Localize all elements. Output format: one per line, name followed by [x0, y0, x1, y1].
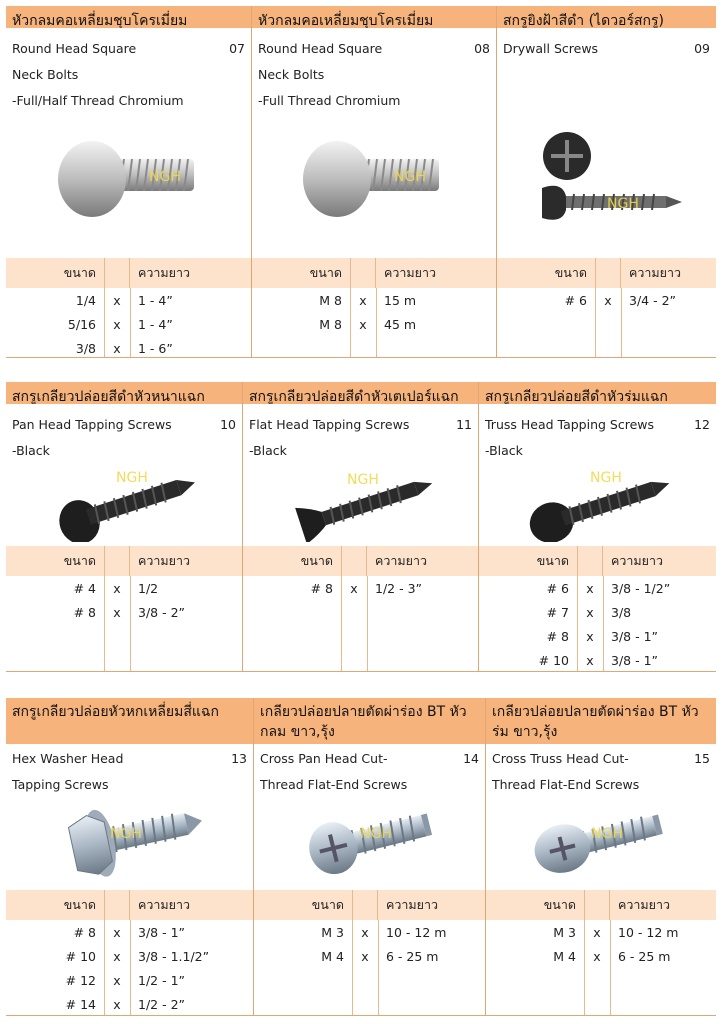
table-row: # 12 x 1/2 - 1” [65, 972, 186, 988]
svg-text:NGH: NGH [606, 196, 639, 212]
product-block-2 [6, 382, 716, 672]
product-card-15 [485, 698, 716, 1016]
thai-title: สกรูเกลียวปล่อยสีดำหัวร่มแฉก [479, 382, 716, 404]
table-row: # 14 x 1/2 - 2” [65, 996, 186, 1012]
item-number: 12 [694, 417, 710, 432]
english-title: Pan Head Tapping Screws -Black 10 [6, 404, 242, 464]
pan-head-screw-icon [6, 447, 242, 547]
product-card-13 [6, 698, 253, 1016]
product-card-12 [478, 382, 716, 672]
english-title: Cross Truss Head Cut- Thread Flat-End Screws 15 [486, 744, 716, 798]
item-number: 15 [694, 751, 710, 766]
size-table: ขนาด ความยาว # 4 x 1/2 # 8 x 3/8 - 2” [6, 546, 242, 672]
table-row: 5/16 x 1 - 4” [67, 316, 173, 332]
svg-text:NGH: NGH [359, 826, 392, 842]
drywall-screw-icon [497, 116, 716, 246]
table-row: M 3 x 10 - 12 m [321, 924, 447, 940]
item-number: 14 [463, 751, 479, 766]
product-card-14 [253, 698, 485, 1016]
flat-head-screw-icon [243, 447, 478, 547]
svg-text:NGH: NGH [394, 169, 426, 185]
size-table: ขนาด ความยาว # 8 x 1/2 - 3” [243, 546, 478, 672]
table-row: M 8 x 15 m [319, 292, 417, 308]
product-card-07 [6, 6, 251, 358]
table-row: M 3 x 10 - 12 m [553, 924, 679, 940]
svg-text:NGH: NGH [589, 470, 622, 486]
english-title: Flat Head Tapping Screws -Black 11 [243, 404, 478, 464]
product-card-09 [496, 6, 716, 358]
english-title: Truss Head Tapping Screws -Black 12 [479, 404, 716, 464]
table-row: # 10 x 3/8 - 1” [538, 652, 659, 668]
english-title: Drywall Screws 09 [497, 28, 716, 62]
item-number: 11 [456, 417, 472, 432]
size-table: ขนาด ความยาว M 3 x 10 - 12 m M 4 x 6 - 25 m [486, 890, 716, 1016]
table-row: # 8 x 3/8 - 1” [546, 628, 659, 644]
table-row: # 6 x 3/4 - 2” [564, 292, 677, 308]
item-number: 13 [231, 751, 247, 766]
size-table: ขนาด ความยาว M 3 x 10 - 12 m M 4 x 6 - 25 m [254, 890, 485, 1016]
english-title: Hex Washer Head Tapping Screws 13 [6, 744, 253, 798]
product-block-3 [6, 698, 716, 1016]
svg-text:NGH: NGH [109, 826, 142, 842]
thai-title: สกรูยิงฝ้าสีดำ (ไดวอร์สกรู) [497, 6, 716, 28]
svg-text:NGH: NGH [346, 472, 379, 488]
thai-title: สกรูเกลียวปล่อยสีดำหัวหนาแฉก [6, 382, 242, 404]
english-title: Round Head Square Neck Bolts -Full/Half Thread Chromium 07 [6, 28, 251, 114]
table-row: M 4 x 6 - 25 m [321, 948, 439, 964]
truss-head-screw-icon [479, 447, 716, 547]
product-block-1 [6, 6, 716, 358]
thai-title: เกลียวปล่อยปลายตัดผ่าร่อง BT หัวร่ม ขาว,รุ้ง [486, 698, 716, 744]
table-row: # 4 x 1/2 [73, 580, 159, 596]
table-row: 3/8 x 1 - 6” [75, 340, 173, 356]
english-title: Cross Pan Head Cut- Thread Flat-End Screws 14 [254, 744, 485, 798]
table-row: M 8 x 45 m [319, 316, 417, 332]
svg-text:NGH: NGH [591, 826, 623, 842]
table-row: # 8 x 3/8 - 2” [73, 604, 186, 620]
pan-head-cut-thread-screw-icon [254, 788, 485, 888]
size-table: ขนาด ความยาว M 8 x 15 m M 8 x 45 m [252, 258, 496, 358]
table-row: # 10 x 3/8 - 1.1/2” [65, 948, 210, 964]
item-number: 08 [474, 41, 490, 56]
thai-title: เกลียวปล่อยปลายตัดผ่าร่อง BT หัวกลม ขาว,รุ้ง [254, 698, 485, 744]
size-table: ขนาด ความยาว 1/4 x 1 - 4” 5/16 x 1 - 4” 3/8 x 1 - 6” [6, 258, 251, 358]
product-card-10 [6, 382, 242, 672]
thai-title: สกรูเกลียวปล่อยสีดำหัวเตเปอร์แฉก [243, 382, 478, 404]
table-row: # 8 x 3/8 - 1” [73, 924, 186, 940]
thai-title: หัวกลมคอเหลี่ยมชุบโครเมี่ยม [6, 6, 251, 28]
table-row: # 8 x 1/2 - 3” [310, 580, 423, 596]
table-row: 1/4 x 1 - 4” [75, 292, 173, 308]
size-table: ขนาด ความยาว # 6 x 3/8 - 1/2” # 7 x 3/8 # 8 x 3/8 - 1” # 10 x 3/8 - 1” [479, 546, 716, 672]
hex-washer-screw-icon [6, 788, 253, 888]
item-number: 10 [220, 417, 236, 432]
size-table: ขนาด ความยาว # 8 x 3/8 - 1” # 10 x 3/8 - 1.1/2” # 12 x 1/2 - 1” # 14 x 1/2 - 2” [6, 890, 253, 1016]
item-number: 09 [694, 41, 710, 56]
truss-head-cut-thread-screw-icon [486, 788, 716, 888]
item-number: 07 [229, 41, 245, 56]
size-table: ขนาด ความยาว # 6 x 3/4 - 2” [497, 258, 716, 358]
product-card-08 [251, 6, 496, 358]
english-title: Round Head Square Neck Bolts -Full Thread Chromium 08 [252, 28, 496, 114]
watermark: NGH [148, 169, 181, 185]
product-card-11 [242, 382, 478, 672]
thai-title: หัวกลมคอเหลี่ยมชุบโครเมี่ยม [252, 6, 496, 28]
table-row: # 6 x 3/8 - 1/2” [546, 580, 671, 596]
svg-text:NGH: NGH [116, 470, 148, 486]
table-row: M 4 x 6 - 25 m [553, 948, 671, 964]
carriage-bolt-icon [6, 116, 251, 246]
table-row: # 7 x 3/8 [546, 604, 632, 620]
carriage-bolt-icon [252, 116, 496, 246]
thai-title: สกรูเกลียวปล่อยหัวหกเหลี่ยมสี่แฉก [6, 698, 253, 744]
